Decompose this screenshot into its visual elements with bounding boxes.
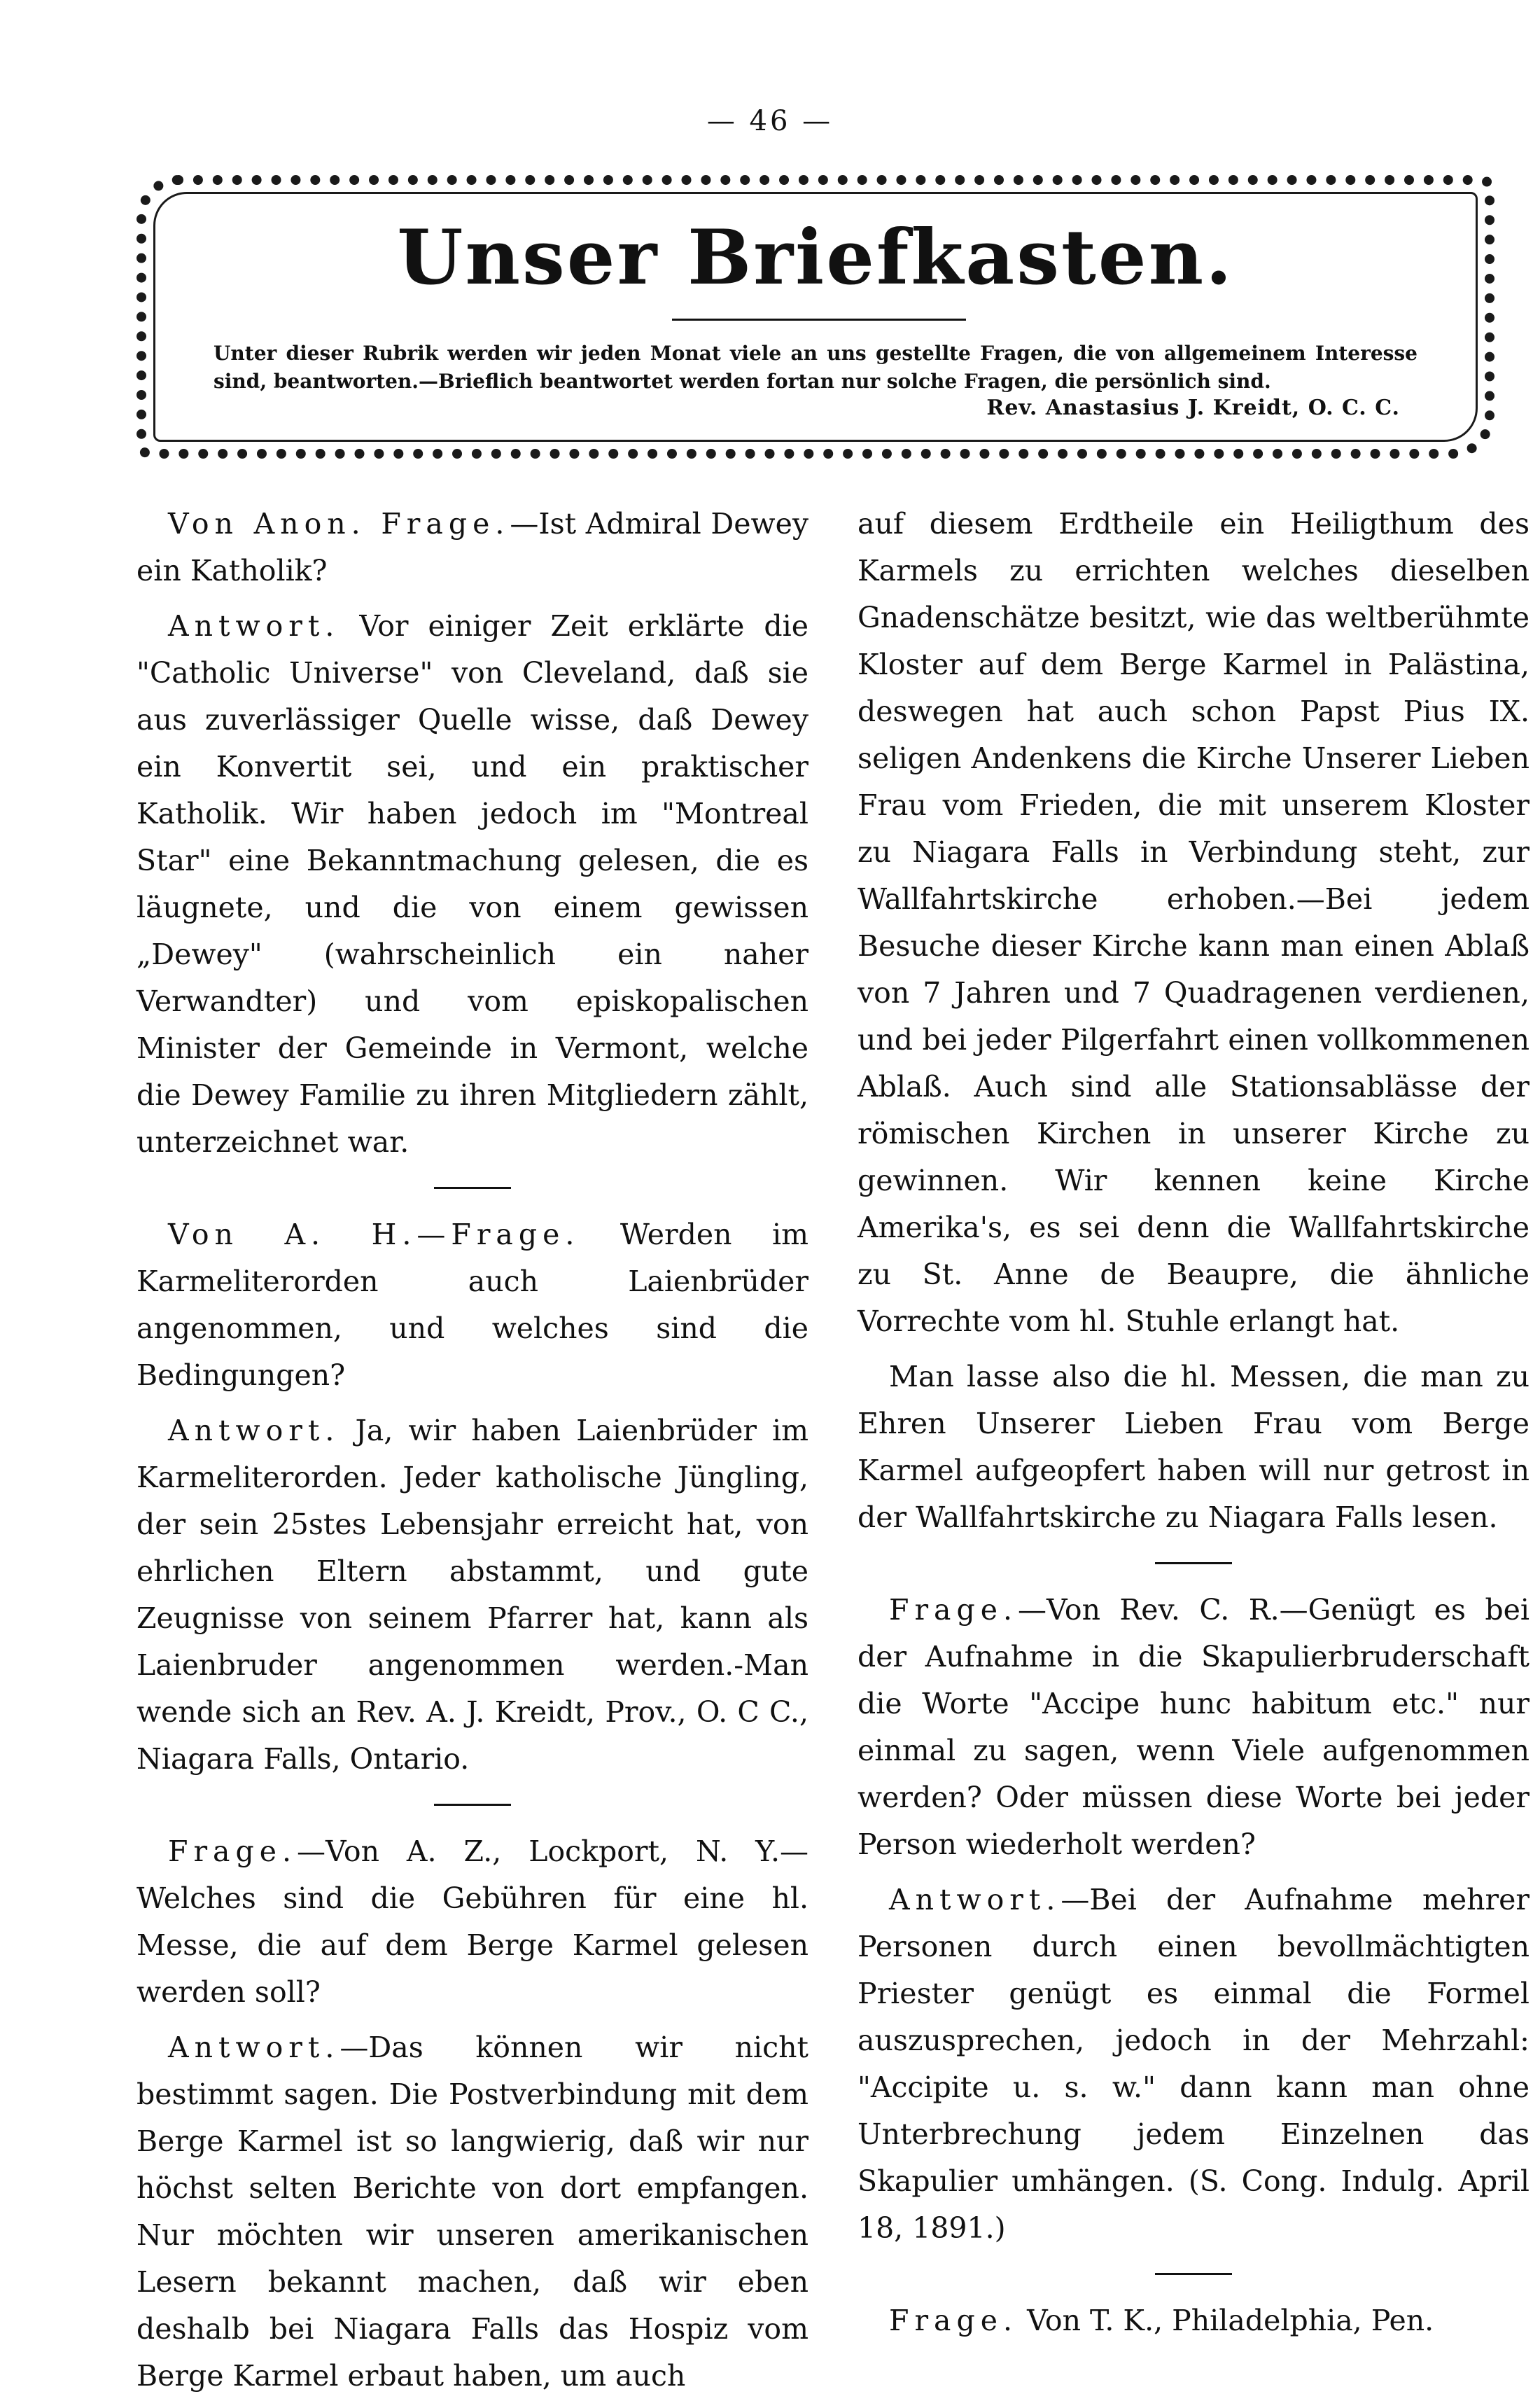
answer-paragraph <box>858 1353 1530 1541</box>
section-separator <box>434 1187 511 1189</box>
paragraph-label: Antwort. <box>168 609 340 643</box>
question-paragraph <box>136 1828 808 2016</box>
right-column <box>858 501 1530 2353</box>
section-separator <box>1155 1562 1232 1564</box>
title-rule <box>672 319 966 321</box>
paragraph-label: Von Anon. Frage. <box>168 507 510 541</box>
paragraph-text: Werden im Karmeliterorden auch Laienbrüder angenommen, und welches sind die Bedingungen? <box>136 1218 808 1392</box>
paragraph-text: auf diesem Erdtheile ein Heiligthum des Karmels zu errichten welches dieselben Gnadenschätze besitzt, wie das weltberühmte Kloster auf dem Berge Karmel in Palästina, deswegen hat auch schon Papst Pius IX. seligen Andenkens die Kirche Unserer Lieben Frau vom Frieden, die mit unserem Kloster zu Niagara Falls in Verbindung steht, zur Wallfahrtskirche erhoben.—Bei jedem Besuche dieser Kirche kann man einen Ablaß von 7 Jahren und 7 Quadragenen verdienen, und bei jeder Pilgerfahrt einen vollkommenen Ablaß. Auch sind alle Stationsablässe der römischen Kirchen in unserer Kirche zu gewinnen. Wir kennen keine Kirche Amerika's, es sei denn die Wallfahrtskirche zu St. Anne de Beaupre, die ähnliche Vorrechte vom hl. Stuhle erlangt hat. <box>858 507 1530 1338</box>
section-separator <box>1155 2273 1232 2275</box>
answer-paragraph <box>136 603 808 1166</box>
paragraph-text: —Von A. Z., Lockport, N. Y.—Welches sind die Gebühren für eine hl. Messe, die auf dem Berge Karmel gelesen werden soll? <box>136 1835 808 2009</box>
answer-continuation-paragraph <box>858 501 1530 1345</box>
question-paragraph <box>136 1211 808 1399</box>
answer-paragraph <box>136 2024 808 2400</box>
header-intro: Unter dieser Rubrik werden wir jeden Monat viele an uns gestellte Fragen, die von allgemeinem Interesse sind, beantworten.—Brieflich beantwortet werden fortan nur solche Fragen, die persönlich sind. <box>214 342 1418 393</box>
paragraph-label: Frage. <box>889 1593 1018 1627</box>
left-column <box>136 501 808 2408</box>
page-title: Unser Briefkasten. <box>397 214 1234 302</box>
paragraph-label: Antwort. <box>168 2031 340 2064</box>
answer-paragraph <box>858 1877 1530 2252</box>
answer-paragraph <box>136 1407 808 1783</box>
question-paragraph <box>858 1587 1530 1868</box>
section-separator <box>434 1804 511 1806</box>
question-paragraph <box>858 2297 1530 2344</box>
page-number: — 46 — <box>706 105 834 137</box>
paragraph-label: Frage. <box>889 2304 1018 2337</box>
paragraph-text: Von T. K., Philadelphia, Pen. <box>1018 2304 1434 2337</box>
paragraph-text: —Bei der Aufnahme mehrer Personen durch einen bevollmächtigten Priester genügt es einmal die Formel auszusprechen, jedoch in der Mehrzahl: "Accipite u. s. w." dann kann man ohne Unterbrechung jedem Einzelnen das Skapulier umhängen. (S. Cong. Indulg. April 18, 1891.) <box>858 1883 1530 2245</box>
paragraph-text: —Von Rev. C. R.—Genügt es bei der Aufnahme in die Skapulierbruderschaft die Worte "Accipe hunc habitum etc." nur einmal zu sagen, wenn Viele aufgenommen werden? Oder müssen diese Worte bei jeder Person wiederholt werden? <box>858 1593 1530 1861</box>
header-signature: Rev. Anastasius J. Kreidt, O. C. C. <box>986 396 1400 420</box>
paragraph-label: Antwort. <box>168 1414 340 1447</box>
paragraph-text: Vor einiger Zeit erklärte die "Catholic Universe" von Cleveland, daß sie aus zuverlässiger Quelle wisse, daß Dewey ein Konvertit sei, und ein praktischer Katholik. Wir haben jedoch im "Montreal Star" eine Bekanntmachung gelesen, die es läugnete, und die von einem gewissen „Dewey" (wahrscheinlich ein naher Verwandter) und vom episkopalischen Minister der Gemeinde in Vermont, welche die Dewey Familie zu ihren Mitgliedern zählt, unterzeichnet war. <box>136 609 808 1159</box>
question-paragraph <box>136 501 808 594</box>
paragraph-text: —Das können wir nicht bestimmt sagen. Die Postverbindung mit dem Berge Karmel ist so langwierig, daß wir nur höchst selten Berichte von dort empfangen. Nur möchten wir unseren amerikanischen Lesern bekannt machen, daß wir eben deshalb bei Niagara Falls das Hospiz vom Berge Karmel erbaut haben, um auch <box>136 2031 808 2393</box>
paragraph-text: Ja, wir haben Laienbrüder im Karmeliterorden. Jeder katholische Jüngling, der sein 25stes Lebensjahr erreicht hat, von ehrlichen Eltern abstammt, und gute Zeugnisse von seinem Pfarrer hat, kann als Laienbruder angenommen werden.-Man wende sich an Rev. A. J. Kreidt, Prov., O. C C., Niagara Falls, Ontario. <box>136 1414 808 1776</box>
paragraph-label: Frage. <box>168 1835 298 1868</box>
paragraph-text: —Ist Admiral Dewey ein Katholik? <box>136 507 809 587</box>
paragraph-label: Von A. H.—Frage. <box>168 1218 580 1251</box>
paragraph-text: Man lasse also die hl. Messen, die man zu Ehren Unserer Lieben Frau vom Berge Karmel aufgeopfert haben will nur getrost in der Wallfahrtskirche zu Niagara Falls lesen. <box>858 1360 1530 1534</box>
paragraph-label: Antwort. <box>889 1883 1061 1916</box>
